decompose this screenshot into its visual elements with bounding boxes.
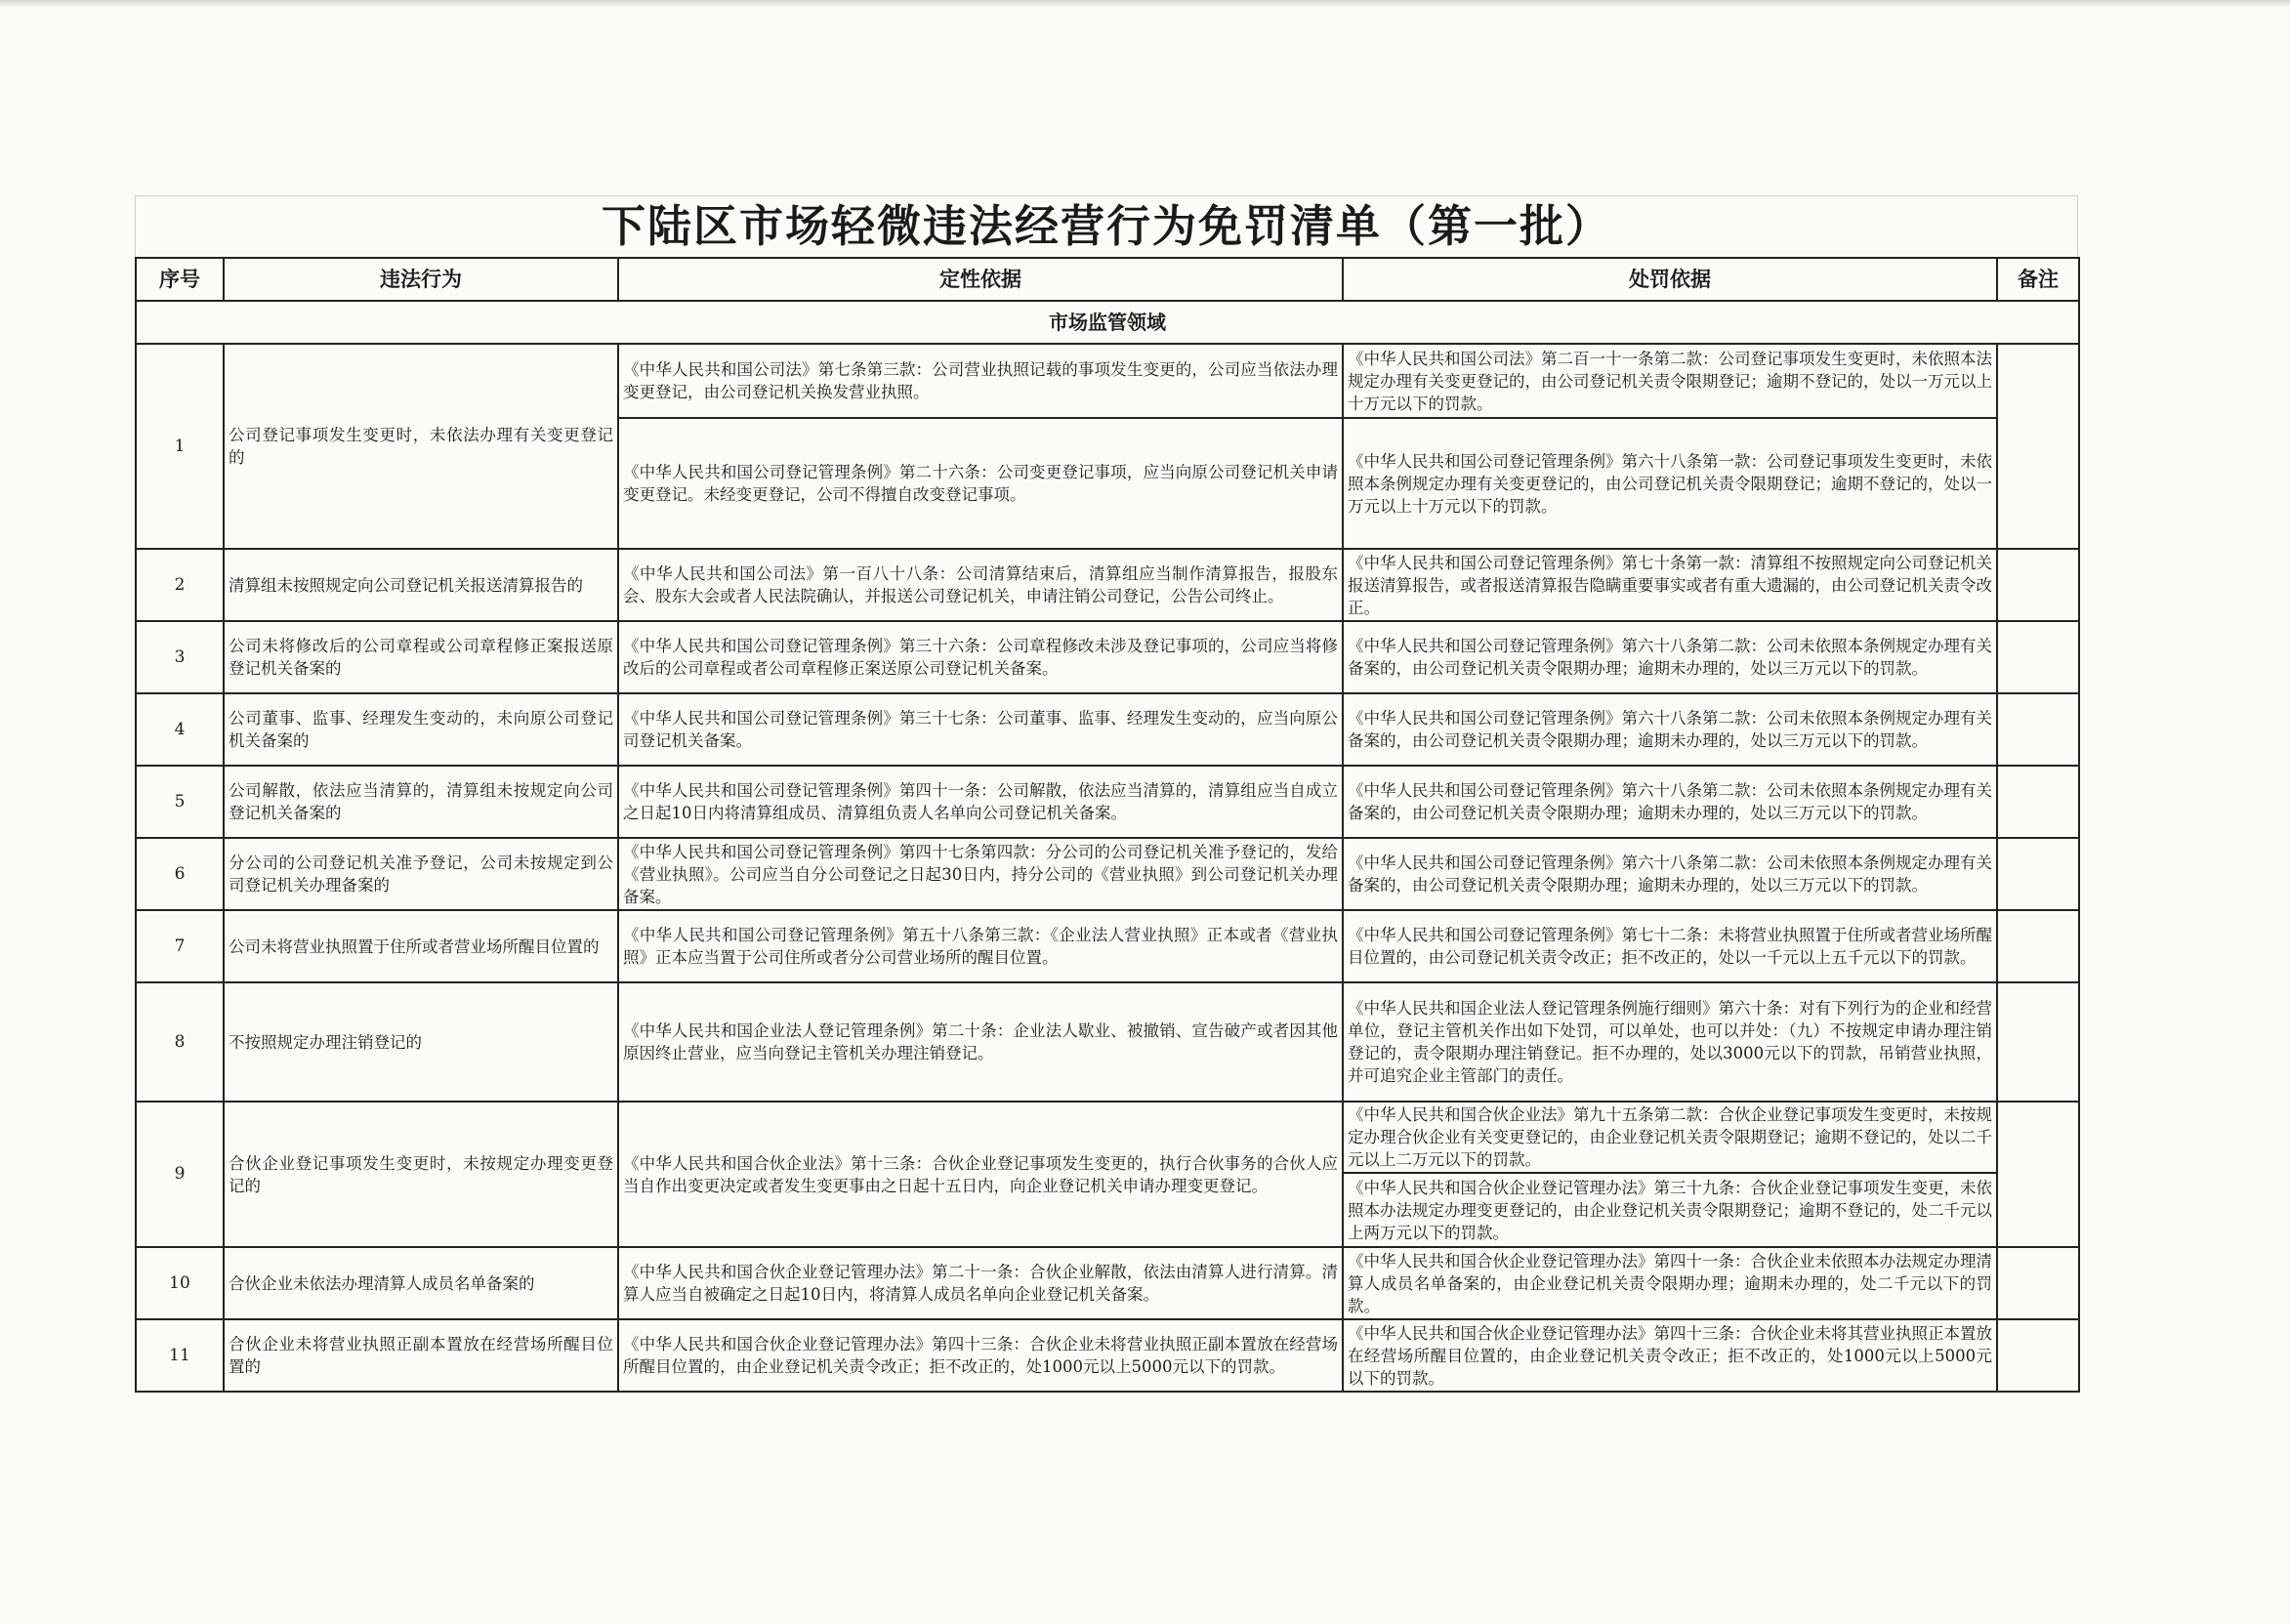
row-remark	[1997, 982, 2079, 1102]
table-row	[136, 549, 2079, 621]
section-title: 市场监管领域	[136, 301, 2079, 344]
row-behavior: 不按照规定办理注销登记的	[224, 982, 618, 1102]
row-seq: 11	[136, 1319, 224, 1392]
table-row	[136, 982, 2079, 1102]
row-behavior: 合伙企业未将营业执照正副本置放在经营场所醒目位置的	[224, 1319, 618, 1392]
row-penalty: 《中华人民共和国公司登记管理条例》第七十条第一款：清算组不按照规定向公司登记机关报送清算报告，或者报送清算报告隐瞒重要事实或者有重大遗漏的，由公司登记机关责令改正。	[1343, 549, 1997, 621]
row-basis: 《中华人民共和国合伙企业法》第十三条：合伙企业登记事项发生变更的，执行合伙事务的合伙人应当自作出变更决定或者发生变更事由之日起十五日内，向企业登记机关申请办理变更登记。	[618, 1102, 1343, 1247]
header-remark: 备注	[1997, 258, 2079, 301]
row-seq: 2	[136, 549, 224, 621]
row-basis: 《中华人民共和国公司登记管理条例》第三十六条：公司章程修改未涉及登记事项的，公司应当将修改后的公司章程或者公司章程修正案送原公司登记机关备案。	[618, 621, 1343, 693]
row-seq: 3	[136, 621, 224, 693]
row-remark	[1997, 766, 2079, 838]
row-behavior: 合伙企业登记事项发生变更时，未按规定办理变更登记的	[224, 1102, 618, 1247]
row-penalty: 《中华人民共和国公司登记管理条例》第六十八条第二款：公司未依照本条例规定办理有关备案的，由公司登记机关责令限期办理；逾期未办理的，处以三万元以下的罚款。	[1343, 621, 1997, 693]
row-remark	[1997, 621, 2079, 693]
row-behavior: 公司登记事项发生变更时，未依法办理有关变更登记的	[224, 344, 618, 549]
row-basis: 《中华人民共和国公司登记管理条例》第四十一条：公司解散，依法应当清算的，清算组应当自成立之日起10日内将清算组成员、清算组负责人名单向公司登记机关备案。	[618, 766, 1343, 838]
header-behavior: 违法行为	[224, 258, 618, 301]
page-title: 下陆区市场轻微违法经营行为免罚清单（第一批）	[135, 195, 2078, 257]
row-penalty: 《中华人民共和国公司登记管理条例》第七十二条：未将营业执照置于住所或者营业场所醒目位置的，由公司登记机关责令改正；拒不改正的，处以一千元以上五千元以下的罚款。	[1343, 910, 1997, 982]
table-row	[136, 838, 2079, 910]
scan-edge	[0, 0, 2290, 8]
row-remark	[1997, 549, 2079, 621]
row-penalty: 《中华人民共和国公司法》第二百一十一条第二款：公司登记事项发生变更时，未依照本法规定办理有关变更登记的，由公司登记机关责令限期登记；逾期不登记的，处以一万元以上十万元以下的罚款。	[1343, 344, 1997, 418]
row-behavior: 合伙企业未依法办理清算人成员名单备案的	[224, 1247, 618, 1319]
row-seq: 6	[136, 838, 224, 910]
exemption-table	[135, 257, 2080, 1393]
row-seq: 10	[136, 1247, 224, 1319]
table-row	[136, 766, 2079, 838]
table-row	[136, 1247, 2079, 1319]
row-seq: 4	[136, 693, 224, 766]
row-penalty: 《中华人民共和国公司登记管理条例》第六十八条第二款：公司未依照本条例规定办理有关备案的，由公司登记机关责令限期办理；逾期未办理的，处以三万元以下的罚款。	[1343, 838, 1997, 910]
row-behavior: 公司董事、监事、经理发生变动的，未向原公司登记机关备案的	[224, 693, 618, 766]
row-remark	[1997, 1319, 2079, 1392]
row-basis: 《中华人民共和国企业法人登记管理条例》第二十条：企业法人歇业、被撤销、宣告破产或者因其他原因终止营业，应当向登记主管机关办理注销登记。	[618, 982, 1343, 1102]
row-basis: 《中华人民共和国公司登记管理条例》第二十六条：公司变更登记事项，应当向原公司登记机关申请变更登记。未经变更登记，公司不得擅自改变登记事项。	[618, 418, 1343, 549]
row-penalty: 《中华人民共和国公司登记管理条例》第六十八条第二款：公司未依照本条例规定办理有关备案的，由公司登记机关责令限期办理；逾期未办理的，处以三万元以下的罚款。	[1343, 693, 1997, 766]
row-remark	[1997, 693, 2079, 766]
row-penalty: 《中华人民共和国合伙企业登记管理办法》第四十三条：合伙企业未将其营业执照正本置放在经营场所醒目位置的，由企业登记机关责令改正；拒不改正的，处1000元以上5000元以下的罚款。	[1343, 1319, 1997, 1392]
row-remark	[1997, 344, 2079, 549]
header-seq: 序号	[136, 258, 224, 301]
row-basis: 《中华人民共和国公司登记管理条例》第五十八条第三款：《企业法人营业执照》正本或者《营业执照》正本应当置于公司住所或者分公司营业场所的醒目位置。	[618, 910, 1343, 982]
row-remark	[1997, 910, 2079, 982]
table-row	[136, 1102, 2079, 1173]
row-seq: 7	[136, 910, 224, 982]
row-behavior: 公司解散，依法应当清算的，清算组未按规定向公司登记机关备案的	[224, 766, 618, 838]
row-behavior: 清算组未按照规定向公司登记机关报送清算报告的	[224, 549, 618, 621]
row-penalty: 《中华人民共和国合伙企业登记管理办法》第三十九条：合伙企业登记事项发生变更，未依照本办法规定办理变更登记的，由企业登记机关责令限期登记；逾期不登记的，处二千元以上两万元以下的罚款。	[1343, 1173, 1997, 1247]
row-basis: 《中华人民共和国公司登记管理条例》第四十七条第四款：分公司的公司登记机关准予登记的，发给《营业执照》。公司应当自分公司登记之日起30日内，持分公司的《营业执照》到公司登记机关办理备案。	[618, 838, 1343, 910]
row-penalty: 《中华人民共和国合伙企业法》第九十五条第二款：合伙企业登记事项发生变更时，未按规定办理合伙企业有关变更登记的，由企业登记机关责令限期登记；逾期不登记的，处以二千元以上二万元以下的罚款。	[1343, 1102, 1997, 1173]
row-seq: 9	[136, 1102, 224, 1247]
row-basis: 《中华人民共和国合伙企业登记管理办法》第二十一条：合伙企业解散，依法由清算人进行清算。清算人应当自被确定之日起10日内，将清算人成员名单向企业登记机关备案。	[618, 1247, 1343, 1319]
row-seq: 5	[136, 766, 224, 838]
table-row	[136, 693, 2079, 766]
header-basis: 定性依据	[618, 258, 1343, 301]
table-row	[136, 910, 2079, 982]
row-penalty: 《中华人民共和国合伙企业登记管理办法》第四十一条：合伙企业未依照本办法规定办理清算人成员名单备案的，由企业登记机关责令限期办理；逾期未办理的，处二千元以下的罚款。	[1343, 1247, 1997, 1319]
document	[135, 195, 2078, 1393]
row-behavior: 公司未将营业执照置于住所或者营业场所醒目位置的	[224, 910, 618, 982]
row-remark	[1997, 1102, 2079, 1247]
row-remark	[1997, 838, 2079, 910]
row-seq: 8	[136, 982, 224, 1102]
table-row	[136, 1319, 2079, 1392]
row-basis: 《中华人民共和国公司登记管理条例》第三十七条：公司董事、监事、经理发生变动的，应当向原公司登记机关备案。	[618, 693, 1343, 766]
row-basis: 《中华人民共和国公司法》第七条第三款：公司营业执照记载的事项发生变更的，公司应当依法办理变更登记，由公司登记机关换发营业执照。	[618, 344, 1343, 418]
row-penalty: 《中华人民共和国公司登记管理条例》第六十八条第二款：公司未依照本条例规定办理有关备案的，由公司登记机关责令限期办理；逾期未办理的，处以三万元以下的罚款。	[1343, 766, 1997, 838]
table-header-row	[136, 258, 2079, 301]
table-row	[136, 344, 2079, 418]
table-row	[136, 621, 2079, 693]
row-basis: 《中华人民共和国合伙企业登记管理办法》第四十三条：合伙企业未将营业执照正副本置放在经营场所醒目位置的，由企业登记机关责令改正；拒不改正的，处1000元以上5000元以下的罚款。	[618, 1319, 1343, 1392]
row-behavior: 分公司的公司登记机关准予登记，公司未按规定到公司登记机关办理备案的	[224, 838, 618, 910]
header-penalty: 处罚依据	[1343, 258, 1997, 301]
row-seq: 1	[136, 344, 224, 549]
row-basis: 《中华人民共和国公司法》第一百八十八条：公司清算结束后，清算组应当制作清算报告，报股东会、股东大会或者人民法院确认，并报送公司登记机关，申请注销公司登记，公告公司终止。	[618, 549, 1343, 621]
row-remark	[1997, 1247, 2079, 1319]
row-penalty: 《中华人民共和国公司登记管理条例》第六十八条第一款：公司登记事项发生变更时，未依照本条例规定办理有关变更登记的，由公司登记机关责令限期登记；逾期不登记的，处以一万元以上十万元以下的罚款。	[1343, 418, 1997, 549]
section-row	[136, 301, 2079, 344]
row-penalty: 《中华人民共和国企业法人登记管理条例施行细则》第六十条：对有下列行为的企业和经营单位，登记主管机关作出如下处罚，可以单处，也可以并处：（九）不按规定申请办理注销登记的，责令限期办理注销登记。拒不办理的，处以3000元以下的罚款，吊销营业执照，并可追究企业主管部门的责任。	[1343, 982, 1997, 1102]
row-behavior: 公司未将修改后的公司章程或公司章程修正案报送原登记机关备案的	[224, 621, 618, 693]
